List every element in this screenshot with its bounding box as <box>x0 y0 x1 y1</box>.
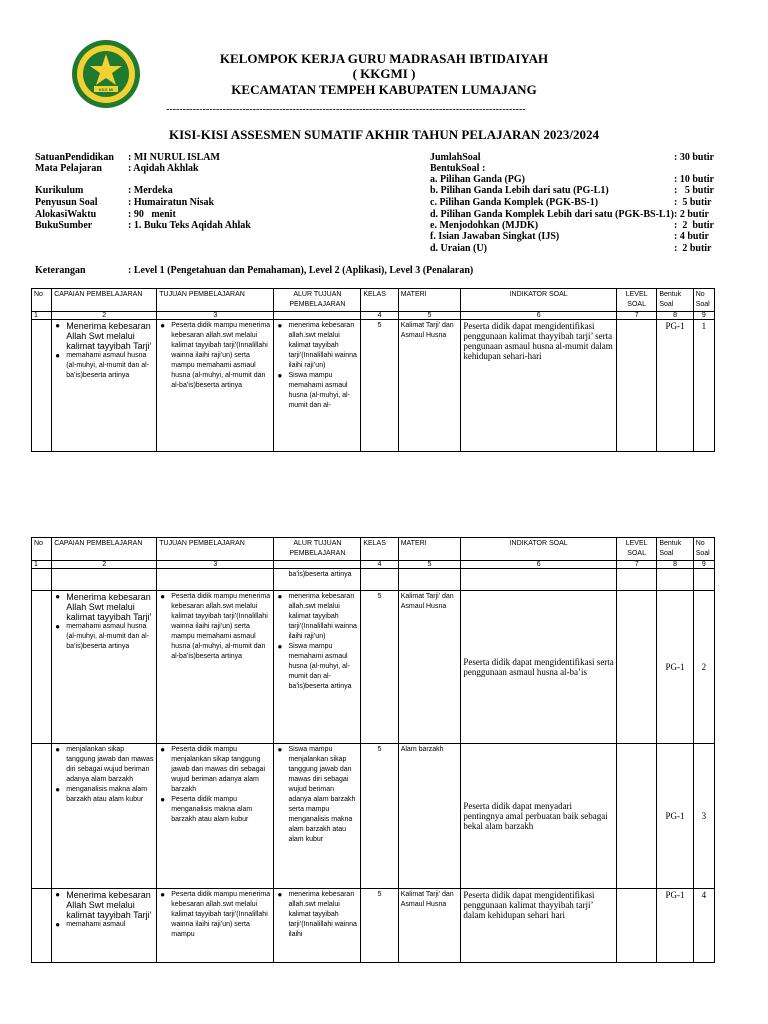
column-number: 3 <box>157 561 274 569</box>
column-number: 2 <box>52 561 157 569</box>
kkgmi-logo <box>66 38 146 110</box>
header-materi: MATERI <box>398 289 461 312</box>
column-number: 6 <box>461 561 617 569</box>
info-label: d. Pilihan Ganda Komplek Lebih dari satu (PGK-BS-L1) <box>430 209 674 220</box>
info-value: : 90 menit <box>128 209 176 220</box>
header-indikator: INDIKATOR SOAL <box>461 289 617 312</box>
table-row <box>32 744 715 889</box>
column-number: 7 <box>616 561 656 569</box>
atp-cell <box>274 744 361 889</box>
info-value: : MI NURUL ISLAM <box>128 152 220 163</box>
atp-cell: ba’is)beserta artinya <box>274 569 361 591</box>
tp-cell <box>157 591 274 744</box>
row-number-cell <box>32 591 52 744</box>
header-no: No <box>32 289 52 312</box>
column-number-row <box>32 561 715 569</box>
info-value: : 30 butir <box>674 152 714 163</box>
header-nosoal: No Soal <box>693 538 714 561</box>
materi-cell: Kalimat Tarji’ dan Asmaul Husna <box>398 320 461 452</box>
info-label: JumlahSoal <box>430 152 481 163</box>
header-atp: ALUR TUJUAN PEMBELAJARAN <box>274 538 361 561</box>
header-kelas: KELAS <box>361 289 398 312</box>
cp-item: ● Menerima kebesaran Allah Swt melalui kalimat tayyibah Tarji’ <box>66 890 154 920</box>
info-label: f. Isian Jawaban Singkat (IJS) <box>430 231 560 242</box>
header-line-1: KELOMPOK KERJA GURU MADRASAH IBTIDAIYAH <box>219 51 549 66</box>
materi-cell: Alam barzakh <box>398 744 461 889</box>
kkgmi-emblem-icon <box>66 38 146 110</box>
info-label: a. Pilihan Ganda (PG) <box>430 174 526 185</box>
atp-item: ● Siswa mampu memahami asmaul husna (al-muhyi, al-mumit dan al-ba’is)beserta artinya <box>288 642 358 692</box>
cp-item: ● menjalankan sikap tanggung jawab dan mawas diri sebagai wujud beriman adanya alam barzakh <box>66 745 154 785</box>
empty-cell <box>398 569 461 591</box>
indikator-cell: Peserta didik dapat mengidentifikasi serta penggunaan asmaul husna al-ba’is <box>461 591 617 744</box>
atp-item: ● menerima kebesaran allah.swt melalui kalimat tayyibah tarji’(Innalillahi wainna ilaihi raji’un) <box>288 321 358 371</box>
info-value: : Merdeka <box>128 185 173 196</box>
column-number: 5 <box>398 312 461 320</box>
column-number: 2 <box>52 312 157 320</box>
header-bentuk: Bentuk Soal <box>657 538 693 561</box>
column-number: 8 <box>657 561 693 569</box>
info-label: b. Pilihan Ganda Lebih dari satu (PG-L1) <box>430 185 609 196</box>
cp-item: ● memahami asmaul husna (al-muhyi, al-mumit dan al-ba’is)beserta artinya <box>66 351 154 381</box>
info-value: : 5 butir <box>674 197 712 208</box>
logo-text: KKG MI <box>98 87 114 92</box>
empty-cell <box>361 569 398 591</box>
column-number: 9 <box>693 312 714 320</box>
table-row <box>32 569 715 591</box>
cp-item: ● memahami asmaul husna (al-muhyi, al-mumit dan al-ba’is)beserta artinya <box>66 622 154 652</box>
kelas-cell: 5 <box>361 320 398 452</box>
tp-item: ● Peserta didik mampu menganalisis makna alam barzakh atau alam kubur <box>171 795 271 825</box>
level-cell <box>616 744 656 889</box>
header-materi: MATERI <box>398 538 461 561</box>
atp-cell <box>274 889 361 963</box>
column-number: 1 <box>32 561 52 569</box>
table-row <box>32 889 715 963</box>
materi-cell: Kalimat Tarji’ dan Asmaul Husna <box>398 591 461 744</box>
bentuk-cell: PG-1 <box>657 744 693 889</box>
atp-cell <box>274 591 361 744</box>
column-number: 4 <box>361 561 398 569</box>
header-cp: CAPAIAN PEMBELAJARAN <box>52 538 157 561</box>
cp-item: ● Menerima kebesaran Allah Swt melalui kalimat tayyibah Tarji’ <box>66 321 154 351</box>
bentuk-cell: PG-1 <box>657 889 693 963</box>
tp-item: ● Peserta didik mampu menerima kebesaran allah.swt melalui kalimat tayyibah tarji’(Innalillahi wainna ilaihi raji’un) serta mampu memahami asmaul husna (al-muhyi, al-mumit dan al-ba’is)beserta artinya <box>171 592 271 662</box>
nosoal-cell: 1 <box>693 320 714 452</box>
column-number: 3 <box>157 312 274 320</box>
indikator-cell: Peserta didik dapat mengidentifikasi penggunaan kalimat thayyibah tarji’ serta pengunaan asmaul husna al-mumit dalam kehidupan sehari-hari <box>461 320 617 452</box>
keterangan-value: : Level 1 (Pengetahuan dan Pemahaman), Level 2 (Aplikasi), Level 3 (Penalaran) <box>128 265 474 276</box>
level-cell <box>616 889 656 963</box>
column-number: 5 <box>398 561 461 569</box>
header-indikator: INDIKATOR SOAL <box>461 538 617 561</box>
row-number-cell <box>32 320 52 452</box>
atp-item: ● Siswa mampu menjalankan sikap tanggung jawab dan mawas diri sebagai wujud beriman adanya alam barzakh serta mampu menganalisis makna alam barzakh atau alam kubur <box>288 745 358 845</box>
header-nosoal: No Soal <box>693 289 714 312</box>
bentuk-cell: PG-1 <box>657 591 693 744</box>
info-label: Penyusun Soal <box>35 197 98 208</box>
tp-cell <box>157 744 274 889</box>
info-label: SatuanPendidikan <box>35 152 114 163</box>
indikator-cell: Peserta didik dapat mengidentifikasi penggunaan kalimat thayyibah tarji’ dalam kehidupan sehari hari <box>461 889 617 963</box>
info-label: e. Menjodohkan (MJDK) <box>430 220 539 231</box>
document-title: KISI-KISI ASSESMEN SUMATIF AKHIR TAHUN PELAJARAN 2023/2024 <box>168 127 600 142</box>
empty-cell <box>461 569 617 591</box>
info-label: c. Pilihan Ganda Komplek (PGK-BS-1) <box>430 197 599 208</box>
row-number-cell <box>32 744 52 889</box>
info-value: : 2 butir <box>674 209 709 220</box>
cp-cell <box>52 591 157 744</box>
level-cell <box>616 320 656 452</box>
cp-cell <box>52 744 157 889</box>
header-separator: ------------------------------------------------------------------------------------------------------------ <box>166 104 526 115</box>
info-label: Mata Pelajaran <box>35 163 102 174</box>
keterangan-label: Keterangan <box>35 265 86 276</box>
cp-cell <box>52 889 157 963</box>
atp-cell <box>274 320 361 452</box>
table-header-row <box>32 538 715 561</box>
empty-cell <box>157 569 274 591</box>
kelas-cell: 5 <box>361 591 398 744</box>
column-number: 9 <box>693 561 714 569</box>
kelas-cell: 5 <box>361 889 398 963</box>
column-number: 7 <box>616 312 656 320</box>
info-value: : 1. Buku Teks Aqidah Ahlak <box>128 220 251 231</box>
atp-item: ● Siswa mampu memahami asmaul husna (al-muhyi, al-mumit dan al- <box>288 371 358 411</box>
header-cp: CAPAIAN PEMBELAJARAN <box>52 289 157 312</box>
bentuk-cell: PG-1 <box>657 320 693 452</box>
info-label: Kurikulum <box>35 185 84 196</box>
header-line-2: ( KKGMI ) <box>352 66 416 81</box>
kelas-cell: 5 <box>361 744 398 889</box>
cp-item: ● menganalisis makna alam barzakh atau alam kubur <box>66 785 154 805</box>
nosoal-cell: 2 <box>693 591 714 744</box>
nosoal-cell: 3 <box>693 744 714 889</box>
nosoal-cell: 4 <box>693 889 714 963</box>
tp-item: ● Peserta didik mampu menerima kebesaran allah.swt melalui kalimat tayyibah tarji’(Innalillahi wainna ilaihi raji’un) serta mampu <box>171 890 271 940</box>
info-value: : 4 butir <box>674 231 709 242</box>
kisi-kisi-table-page-1 <box>31 288 715 452</box>
header-kelas: KELAS <box>361 538 398 561</box>
column-number <box>274 561 361 569</box>
info-label: AlokasiWaktu <box>35 209 97 220</box>
header-tp: TUJUAN PEMBELAJARAN <box>157 289 274 312</box>
info-label: BukuSumber <box>35 220 93 231</box>
column-number: 6 <box>461 312 617 320</box>
tp-cell <box>157 889 274 963</box>
tp-item: ● Peserta didik mampu menjalankan sikap tanggung jawab dan mawas diri sebagai wujud beriman adanya alam barzakh <box>171 745 271 795</box>
atp-item: ● menerima kebesaran allah.swt melalui kalimat tayyibah tarji’(Innalillahi wainna ilaihi raji’un) <box>288 592 358 642</box>
column-number <box>274 312 361 320</box>
cp-item: ● memahami asmaul <box>66 920 154 930</box>
atp-item: ● menerima kebesaran allah.swt melalui kalimat tayyibah tarji’(Innalillahi wainna ilaihi <box>288 890 358 940</box>
empty-cell <box>32 569 52 591</box>
row-number-cell <box>32 889 52 963</box>
table-header-row <box>32 289 715 312</box>
empty-cell <box>52 569 157 591</box>
info-value: : 2 butir <box>674 220 714 231</box>
tp-cell <box>157 320 274 452</box>
info-value: : 10 butir <box>674 174 714 185</box>
info-value: : Aqidah Akhlak <box>128 163 199 174</box>
info-label: BentukSoal : <box>430 163 486 174</box>
tp-item: ● Peserta didik mampu menerima kebesaran allah.swt melalui kalimat tayyibah tarji’(Innalillahi wainna ilaihi raji’un) serta mampu memahami asmaul husna (al-muhyi, al-mumit dan al-ba’is)beserta artinya <box>171 321 271 391</box>
cp-item: ● Menerima kebesaran Allah Swt melalui kalimat tayyibah Tarji’ <box>66 592 154 622</box>
info-value: : Humairatun Nisak <box>128 197 215 208</box>
cp-cell <box>52 320 157 452</box>
header-level: LEVEL SOAL <box>616 538 656 561</box>
header-tp: TUJUAN PEMBELAJARAN <box>157 538 274 561</box>
info-label: d. Uraian (U) <box>430 243 487 254</box>
header-line-3: KECAMATAN TEMPEH KABUPATEN LUMAJANG <box>231 82 537 97</box>
header-level: LEVEL SOAL <box>616 289 656 312</box>
indikator-cell: Peserta didik dapat menyadari pentingnya amal perbuatan baik sebagai bekal alam barzakh <box>461 744 617 889</box>
empty-cell <box>616 569 656 591</box>
table-row <box>32 591 715 744</box>
materi-cell: Kalimat Tarji’ dan Asmaul Husna <box>398 889 461 963</box>
column-number: 4 <box>361 312 398 320</box>
header-atp: ALUR TUJUAN PEMBELAJARAN <box>274 289 361 312</box>
column-number-row <box>32 312 715 320</box>
info-value: : 5 butir <box>674 185 714 196</box>
level-cell <box>616 591 656 744</box>
empty-cell <box>693 569 714 591</box>
info-value: : 2 butir <box>674 243 712 254</box>
column-number: 8 <box>657 312 693 320</box>
header-bentuk: Bentuk Soal <box>657 289 693 312</box>
column-number: 1 <box>32 312 52 320</box>
header-no: No <box>32 538 52 561</box>
table-row <box>32 320 715 452</box>
kisi-kisi-table-page-2 <box>31 537 715 963</box>
empty-cell <box>657 569 693 591</box>
